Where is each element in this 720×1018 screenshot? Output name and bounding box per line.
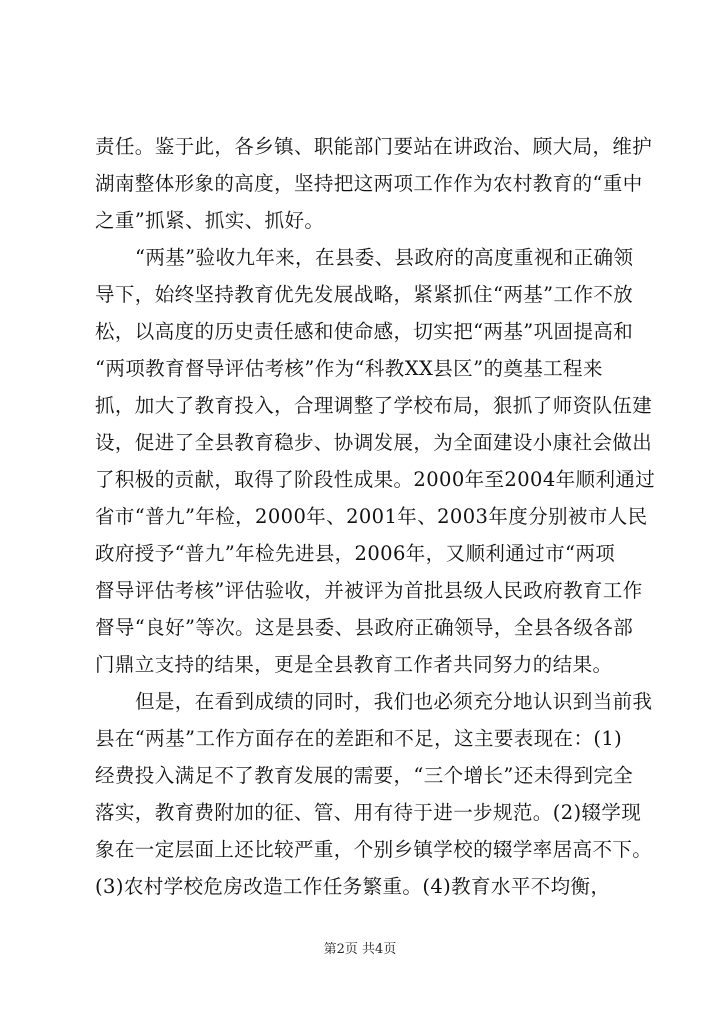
text-line: 县在“两基”工作方面存在的差距和不足，这主要表现在：(1)	[95, 727, 623, 750]
text-line: 松，以高度的历史责任感和使命感，切实把“两基”巩固提高和	[95, 320, 634, 343]
text-line: 设，促进了全县教育稳步、协调发展，为全面建设小康社会做出	[95, 431, 653, 454]
text-line: 政府授予“普九”年检先进县，2006年，又顺利通过市“两项	[95, 542, 616, 565]
text-line: 了积极的贡献，取得了阶段性成果。2000年至2004年顺利通过	[95, 468, 656, 491]
paragraph-start-line: “两基”验收九年来，在县委、县政府的高度重视和正确领	[135, 246, 634, 269]
text-line: 之重”抓紧、抓实、抓好。	[95, 209, 325, 232]
text-line: 责任。鉴于此，各乡镇、职能部门要站在讲政治、顾大局，维护	[95, 135, 653, 158]
text-line: (3)农村学校危房改造工作任务繁重。(4)教育水平不均衡，	[95, 875, 611, 898]
text-line: 落实，教育费附加的征、管、用有待于进一步规范。(2)辍学现	[95, 801, 642, 824]
text-line: 经费投入满足不了教育发展的需要，“三个增长”还未得到完全	[95, 764, 634, 787]
paragraph-start-line: 但是，在看到成绩的同时，我们也必须充分地认识到当前我	[135, 690, 653, 713]
text-line: 湖南整体形象的高度，坚持把这两项工作作为农村教育的“重中	[95, 172, 643, 195]
text-line: 抓，加大了教育投入，合理调整了学校布局，狠抓了师资队伍建	[95, 394, 653, 417]
text-line: 省市“普九”年检，2000年、2001年、2003年度分别被市人民	[95, 505, 648, 528]
text-line: 督导评估考核”评估验收，并被评为首批县级人民政府教育工作	[95, 579, 643, 602]
text-line: “两项教育督导评估考核”作为“科教XX县区”的奠基工程来	[95, 357, 603, 380]
text-line: 门鼎立支持的结果，更是全县教育工作者共同努力的结果。	[95, 653, 613, 676]
text-line: 督导“良好”等次。这是县委、县政府正确领导，全县各级各部	[95, 616, 634, 639]
page-number: 第2页 共4页	[323, 942, 397, 957]
text-line: 象在一定层面上还比较严重，个别乡镇学校的辍学率居高不下。	[95, 838, 653, 861]
text-line: 导下，始终坚持教育优先发展战略，紧紧抓住“两基”工作不放	[95, 283, 634, 306]
